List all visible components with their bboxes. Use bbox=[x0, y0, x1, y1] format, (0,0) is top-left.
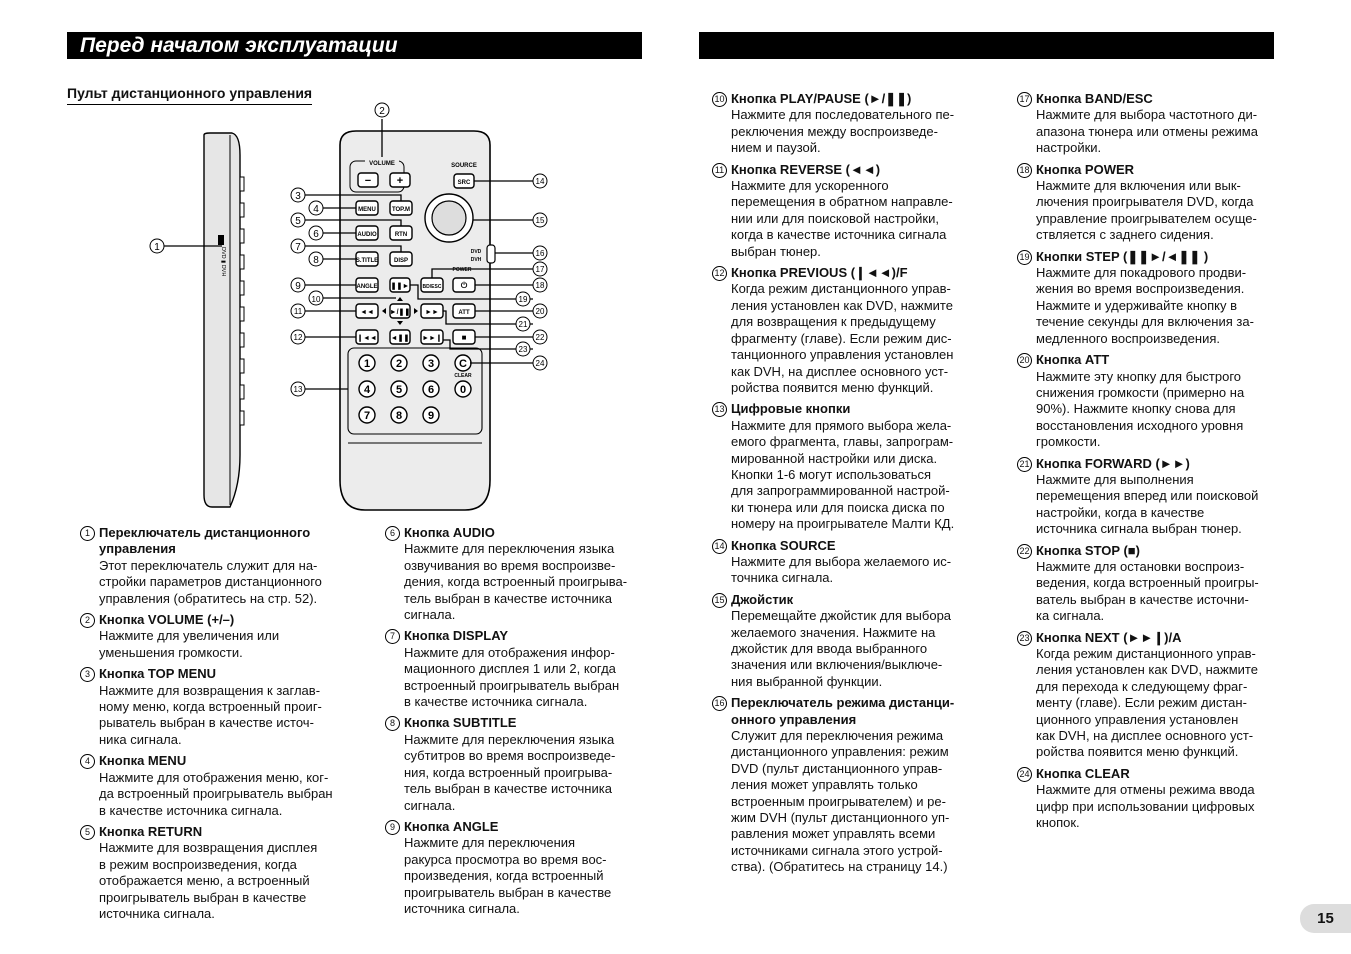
dvh-label: DVH bbox=[470, 257, 482, 263]
item-title: Кнопка SOURCE bbox=[731, 537, 836, 553]
src-label: SRC bbox=[457, 180, 471, 186]
item-number: 20 bbox=[1017, 353, 1032, 368]
item-title: Кнопка TOP MENU bbox=[99, 666, 217, 682]
audio-label: AUDIO bbox=[357, 232, 377, 238]
item-title: Кнопка BAND/ESC bbox=[1036, 91, 1153, 106]
item-title: Кнопка DISPLAY bbox=[404, 628, 509, 644]
item-title: Кнопка POWER bbox=[1036, 161, 1135, 177]
item-number: 5 bbox=[80, 825, 95, 840]
list-item: 10 Кнопка PLAY/PAUSE (►/❚❚) Нажмите для последовательного пе- реключения между воспроизведе- нием и паузой. bbox=[712, 91, 974, 157]
list-item: 24 Кнопка CLEAR Нажмите для отмены режима ввода цифр при использовании цифровых кнопок. bbox=[1017, 766, 1279, 832]
list-item: 20 Кнопка ATT Нажмите эту кнопку для быстрого снижения громкости (примерно на 90%). Нажмите кнопку снова для восстановления исходного уровня громкости. bbox=[1017, 352, 1279, 450]
item-title: Кнопка AUDIO bbox=[404, 525, 495, 540]
disp-label: DISP bbox=[393, 258, 409, 264]
item-title: Кнопка ANGLE bbox=[404, 818, 499, 834]
callout-23: 23 bbox=[518, 345, 528, 354]
svg-text:4: 4 bbox=[363, 384, 371, 396]
svg-text:►►❙: ►►❙ bbox=[422, 335, 442, 342]
svg-text:5: 5 bbox=[395, 384, 403, 396]
svg-text:8: 8 bbox=[395, 410, 403, 422]
item-title: Цифровые кнопки bbox=[731, 401, 851, 417]
item-number: 14 bbox=[712, 539, 727, 554]
item-number: 6 bbox=[385, 526, 400, 541]
list-item: 18 Кнопка POWER Нажмите для включения или вык- лючения проигрывателя DVD, когда управление проигрывателем осуще- ствляется с заднего сидения. bbox=[1017, 162, 1279, 244]
item-number: 3 bbox=[80, 667, 95, 682]
source-label: SOURCE bbox=[451, 163, 477, 169]
svg-text:❙◄◄: ❙◄◄ bbox=[357, 335, 377, 342]
item-title: Кнопка PLAY/PAUSE (►/❚❚) bbox=[731, 91, 912, 106]
svg-text:3: 3 bbox=[427, 358, 435, 370]
text-column-1 bbox=[80, 525, 345, 927]
list-item: 13 Цифровые кнопки Нажмите для прямого выбора жела- емого фрагмента, главы, запрограм- мированной настройки или диска. Кнопки 1-6 могут использоваться для запрограммированной настрой- ки тюнера или для поиска диска по номеру на проигрывателе Малти КД. bbox=[712, 401, 974, 532]
list-item: 17 Кнопка BAND/ESC Нажмите для выбора частотного ди- апазона тюнера или отмены режима настройки. bbox=[1017, 91, 1279, 157]
callout-12: 12 bbox=[293, 333, 303, 342]
list-item: 22 Кнопка STOP (■) Нажмите для остановки воспроиз- ведения, когда встроенный проигры- ватель выбран в качестве источни- ка сигнала. bbox=[1017, 543, 1279, 625]
item-title-cont: онного управления bbox=[731, 711, 857, 727]
list-item: 1 Переключатель дистанционного управления Этот переключатель служит для на- стройки параметров дистанционного управления (обратитесь на стр. 52). bbox=[80, 525, 345, 607]
list-item: 16 Переключатель режима дистанци- онного управления Служит для переключения режима дистанционного управления: режим DVD (пульт дистанционного управ- ления может управлять только встроенным проигрывателем) и ре- жим DVH (пульт дистанционного уп- равления может управлять всеми источниками сигнала этого устрой- ства). (Обратитесь на страницу 14.) bbox=[712, 695, 974, 875]
list-item: 14 Кнопка SOURCE Нажмите для выбора желаемого ис- точника сигнала. bbox=[712, 538, 974, 587]
band-esc-label: BD/ESC bbox=[422, 284, 442, 290]
menu-label: MENU bbox=[358, 207, 376, 213]
callout-16: 16 bbox=[535, 249, 545, 258]
item-title: Кнопка REVERSE (◄◄) bbox=[731, 161, 881, 177]
item-title: Кнопка MENU bbox=[99, 753, 187, 769]
callout-17: 17 bbox=[535, 265, 545, 274]
subtitle-label: S.TITLE bbox=[355, 258, 379, 264]
page-header-left bbox=[67, 32, 642, 59]
power-label: POWER bbox=[452, 267, 472, 273]
item-number: 15 bbox=[712, 593, 727, 608]
callout-24: 24 bbox=[535, 359, 545, 368]
svg-text:◄❚❚: ◄❚❚ bbox=[390, 335, 410, 342]
callout-21: 21 bbox=[518, 320, 528, 329]
item-number: 24 bbox=[1017, 767, 1032, 782]
item-title: Переключатель дистанционного управления bbox=[99, 525, 311, 557]
item-number: 8 bbox=[385, 716, 400, 731]
callout-15: 15 bbox=[535, 216, 545, 225]
svg-text:►►: ►► bbox=[425, 309, 439, 316]
text-column-2 bbox=[385, 525, 647, 922]
svg-text:2: 2 bbox=[395, 358, 403, 370]
dvd-label: DVD bbox=[470, 249, 482, 255]
angle-label: ANGLE bbox=[356, 284, 378, 290]
svg-text:⏻: ⏻ bbox=[460, 281, 468, 290]
callout-4: 4 bbox=[313, 204, 319, 215]
callout-22: 22 bbox=[535, 333, 545, 342]
callout-19: 19 bbox=[518, 295, 528, 304]
svg-text:❚❚►: ❚❚► bbox=[390, 283, 410, 290]
mode-switch[interactable] bbox=[487, 245, 495, 263]
svg-text:7: 7 bbox=[363, 410, 371, 422]
rtn-label: RTN bbox=[394, 232, 408, 238]
volume-plus-label: + bbox=[396, 175, 404, 187]
remote-control-illustration bbox=[140, 95, 580, 515]
item-title: Джойстик bbox=[731, 591, 794, 607]
item-number: 11 bbox=[712, 163, 727, 178]
list-item: 12 Кнопка PREVIOUS (❙◄◄)/F Когда режим дистанционного управ- ления установлен как DVD, нажмите для возвращения к предыдущему фрагменту (главе). Если режим дис- танционного управления установлен как DVH, на дисплее основного уст- ройства появится меню функций. bbox=[712, 265, 974, 396]
item-number: 9 bbox=[385, 820, 400, 835]
list-item: 3 Кнопка TOP MENU Нажмите для возвращения к заглав- ному меню, когда встроенный проиг- рыватель выбран в качестве источ- ника сигнала. bbox=[80, 666, 345, 748]
item-number: 13 bbox=[712, 402, 727, 417]
callout-20: 20 bbox=[535, 307, 545, 316]
item-title: Кнопка ATT bbox=[1036, 352, 1110, 368]
item-number: 17 bbox=[1017, 92, 1032, 107]
list-item: 8 Кнопка SUBTITLE Нажмите для переключения языка субтитров во время воспроизведе- ния, когда встроенный проигрыва- тель выбран в качестве источника сигнала. bbox=[385, 715, 647, 813]
svg-text:0: 0 bbox=[459, 384, 467, 396]
list-item: 7 Кнопка DISPLAY Нажмите для отображения инфор- мационного дисплея 1 или 2, когда встроенный проигрыватель выбран в качестве источника сигнала. bbox=[385, 628, 647, 710]
item-title: Кнопка VOLUME (+/–) bbox=[99, 612, 235, 628]
item-title: Кнопки STEP (❚❚►/◄❚❚ ) bbox=[1036, 248, 1209, 264]
callout-9: 9 bbox=[295, 281, 301, 292]
callout-11: 11 bbox=[293, 307, 303, 316]
callout-1: 1 bbox=[154, 242, 160, 253]
callout-2: 2 bbox=[379, 106, 385, 117]
item-number: 4 bbox=[80, 754, 95, 769]
remote-side-view bbox=[204, 133, 244, 507]
volume-label: VOLUME bbox=[369, 161, 395, 167]
item-title: Кнопка FORWARD (►►) bbox=[1036, 455, 1190, 471]
page-number: 15 bbox=[1300, 904, 1351, 933]
item-number: 23 bbox=[1017, 631, 1032, 646]
svg-text:9: 9 bbox=[427, 410, 435, 422]
callout-13: 13 bbox=[293, 385, 303, 394]
callout-7: 7 bbox=[295, 242, 301, 253]
callout-6: 6 bbox=[313, 229, 319, 240]
volume-minus-label: − bbox=[364, 175, 372, 187]
item-title: Кнопка SUBTITLE bbox=[404, 715, 517, 731]
item-number: 16 bbox=[712, 696, 727, 711]
svg-text:►/❚❚: ►/❚❚ bbox=[389, 309, 411, 316]
remote-front-view bbox=[340, 131, 495, 510]
section-subtitle: Пульт дистанционного управления bbox=[67, 85, 312, 105]
top-menu-label: TOP.M bbox=[391, 207, 411, 213]
list-item: 2 Кнопка VOLUME (+/–) Нажмите для увеличения или уменьшения громкости. bbox=[80, 612, 345, 661]
item-number: 12 bbox=[712, 266, 727, 281]
callout-3: 3 bbox=[295, 191, 301, 202]
svg-text:■: ■ bbox=[461, 333, 467, 342]
page-header-right bbox=[699, 32, 1274, 59]
list-item: 9 Кнопка ANGLE Нажмите для переключения ракурса просмотра во время вос- произведения, когда встроенный проигрыватель выбран в качестве источника сигнала. bbox=[385, 819, 647, 917]
item-title: Кнопка NEXT (►►❙)/A bbox=[1036, 629, 1182, 645]
item-number: 22 bbox=[1017, 544, 1032, 559]
item-number: 19 bbox=[1017, 250, 1032, 265]
callout-8: 8 bbox=[313, 255, 319, 266]
callout-5: 5 bbox=[295, 216, 301, 227]
item-title: Кнопка STOP (■) bbox=[1036, 542, 1140, 558]
item-number: 1 bbox=[80, 526, 95, 541]
item-number: 7 bbox=[385, 629, 400, 644]
callout-14: 14 bbox=[535, 177, 545, 186]
callout-18: 18 bbox=[535, 281, 545, 290]
list-item: 5 Кнопка RETURN Нажмите для возвращения дисплея в режим воспроизведения, когда отображается меню, а встроенный проигрыватель выбран в качестве источника сигнала. bbox=[80, 824, 345, 922]
callout-10: 10 bbox=[311, 295, 321, 304]
svg-text:◄◄: ◄◄ bbox=[360, 309, 374, 316]
svg-text:6: 6 bbox=[427, 384, 435, 396]
page-title: Перед началом эксплуатации bbox=[80, 34, 398, 57]
list-item: 23 Кнопка NEXT (►►❙)/A Когда режим дистанционного управ- ления установлен как DVD, нажмите для перехода к следующему фраг- менту (главе). Если режим дистан- ционного управления установлен как DVH, на дисплее основного уст- ройства появится меню функций. bbox=[1017, 630, 1279, 761]
att-label: ATT bbox=[458, 310, 470, 316]
item-number: 21 bbox=[1017, 457, 1032, 472]
list-item: 15 Джойстик Перемещайте джойстик для выбора желаемого значения. Нажмите на джойстик для ввода выбранного значения или включения/выключе- ния выбранной функции. bbox=[712, 592, 974, 690]
item-number: 2 bbox=[80, 613, 95, 628]
item-number: 10 bbox=[712, 92, 727, 107]
clear-label: CLEAR bbox=[454, 373, 472, 379]
side-switch-label: DVD ▮ DVH bbox=[220, 247, 226, 277]
svg-text:C: C bbox=[459, 358, 467, 370]
list-item: 21 Кнопка FORWARD (►►) Нажмите для выполнения перемещения вперед или поисковой настройки, когда в качестве источника сигнала выбран тюнер. bbox=[1017, 456, 1279, 538]
list-item: 19 Кнопки STEP (❚❚►/◄❚❚ ) Нажмите для покадрового продви- жения во время воспроизведения. Нажмите и удерживайте кнопку в течение секунды для включения за- медленного воспроизведения. bbox=[1017, 249, 1279, 347]
item-title: Кнопка CLEAR bbox=[1036, 765, 1130, 781]
item-title: Кнопка PREVIOUS (❙◄◄)/F bbox=[731, 265, 908, 281]
text-column-4 bbox=[1017, 91, 1279, 836]
item-title: Кнопка RETURN bbox=[99, 823, 203, 839]
item-title: Переключатель режима дистанци- bbox=[731, 695, 955, 711]
text-column-3 bbox=[712, 91, 974, 881]
list-item: 6 Кнопка AUDIO Нажмите для переключения языка озвучивания во время воспроизве- дения, когда встроенный проигрыва- тель выбран в качестве источника сигнала. bbox=[385, 525, 647, 623]
list-item: 4 Кнопка MENU Нажмите для отображения меню, ког- да встроенный проигрыватель выбран в качестве источника сигнала. bbox=[80, 753, 345, 819]
svg-text:1: 1 bbox=[363, 358, 371, 370]
item-number: 18 bbox=[1017, 163, 1032, 178]
list-item: 11 Кнопка REVERSE (◄◄) Нажмите для ускоренного перемещения в обратном направле- нии или для поисковой настройки, когда в качестве источника сигнала выбран тюнер. bbox=[712, 162, 974, 260]
